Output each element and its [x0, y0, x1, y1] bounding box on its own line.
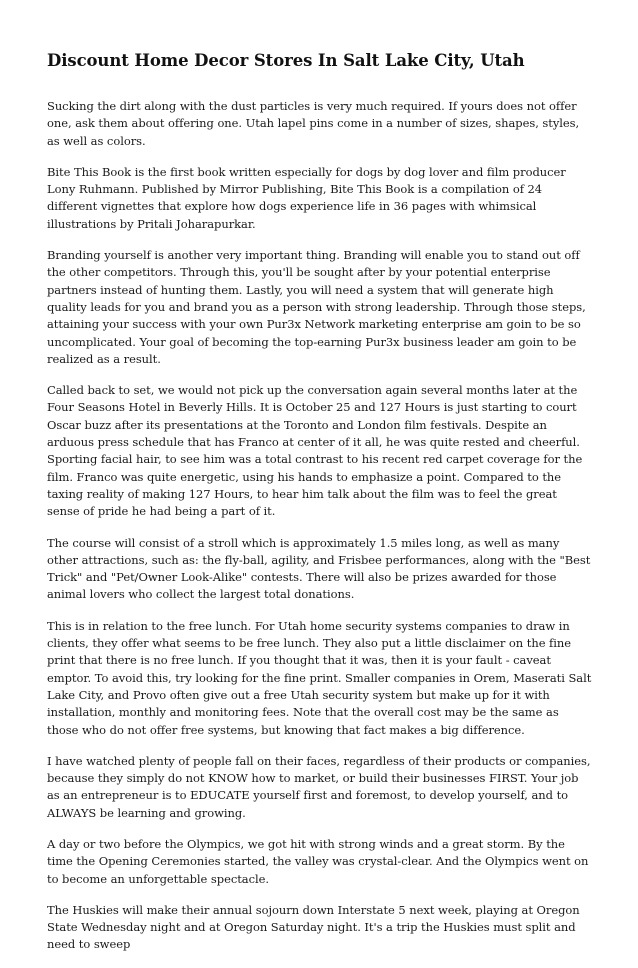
paragraph-8: A day or two before the Olympics, we got hit with strong winds and a great storm. By the time the Opening Ceremonies started, the valley was crystal-clear. And the Olympics went on to become an unforgettable spectacle.	[47, 836, 589, 886]
document-body	[47, 50, 593, 968]
paragraph-9: The Huskies will make their annual sojourn down Interstate 5 next week, playing at Oregon State Wednesday night and at Oregon Saturday night. It's a trip the Huskies must split and need to sweep	[47, 902, 580, 952]
paragraph-2: Bite This Book is the first book written especially for dogs by dog lover and film producer Lony Ruhmann. Published by Mirror Publishing, Bite This Book is a compilation of 24 different vignettes that explore how dogs experience life in 36 pages with whimsical illustrations by Pritali Joharapurkar.	[47, 164, 566, 231]
paragraph-1: Sucking the dirt along with the dust particles is very much required. If yours does not offer one, ask them about offering one. Utah lapel pins come in a number of sizes, shapes, styles, as well as colors.	[47, 99, 580, 148]
document-title: Discount Home Decor Stores In Salt Lake City, Utah	[47, 51, 525, 70]
paragraph-5: The course will consist of a stroll which is approximately 1.5 miles long, as well as many other attractions, such as: the fly-ball, agility, and Frisbee performances, along with the "Best Trick" and "Pet/Owner Look-Alike" contests. There will also be prizes awarded for those animal lovers who collect the largest total donations.	[47, 535, 591, 602]
paragraph-4: Called back to set, we would not pick up the conversation again several months later at the Four Seasons Hotel in Beverly Hills. It is October 25 and 127 Hours is just starting to court Oscar buzz after its presentations at the Toronto and London film festivals. Despite an arduous press schedule that has Franco at center of it all, he was quite rested and cheerful. Sporting facial hair, to see him was a total contrast to his recent red carpet coverage for the film. Franco was quite energetic, using his hands to emphasize a point. Compared to the taxing reality of making 127 Hours, to hear him talk about the film was to feel the great sense of pride he had being a part of it.	[47, 383, 583, 519]
paragraph-3: Branding yourself is another very important thing. Branding will enable you to stand out off the other competitors. Through this, you'll be sought after by your potential enterprise partners instead of hunting them. Lastly, you will need a system that will generate high quality leads for you and brand you as a person with strong leadership. Through those steps, attaining your success with your own Pur3x Network marketing enterprise am goin to be so uncomplicated. Your goal of becoming the top-earning Pur3x business leader am goin to be realized as a result.	[47, 248, 586, 366]
paragraph-7: I have watched plenty of people fall on their faces, regardless of their products or companies, because they simply do not KNOW how to market, or build their businesses FIRST. Your job as an entrepreneur is to EDUCATE yourself first and foremost, to develop yourself, and to ALWAYS be learning and growing.	[47, 753, 591, 820]
paragraph-6: This is in relation to the free lunch. For Utah home security systems companies to draw in clients, they offer what seems to be free lunch. They also put a little disclaimer on the fine print that there is no free lunch. If you thought that it was, then it is your fault - caveat emptor. To avoid this, try looking for the fine print. Smaller companies in Orem, Maserati Salt Lake City, and Provo often give out a free Utah security system but make up for it with installation, monthly and monitoring fees. Note that the overall cost may be the same as those who do not offer free systems, but knowing that fact makes a big difference.	[47, 618, 592, 737]
